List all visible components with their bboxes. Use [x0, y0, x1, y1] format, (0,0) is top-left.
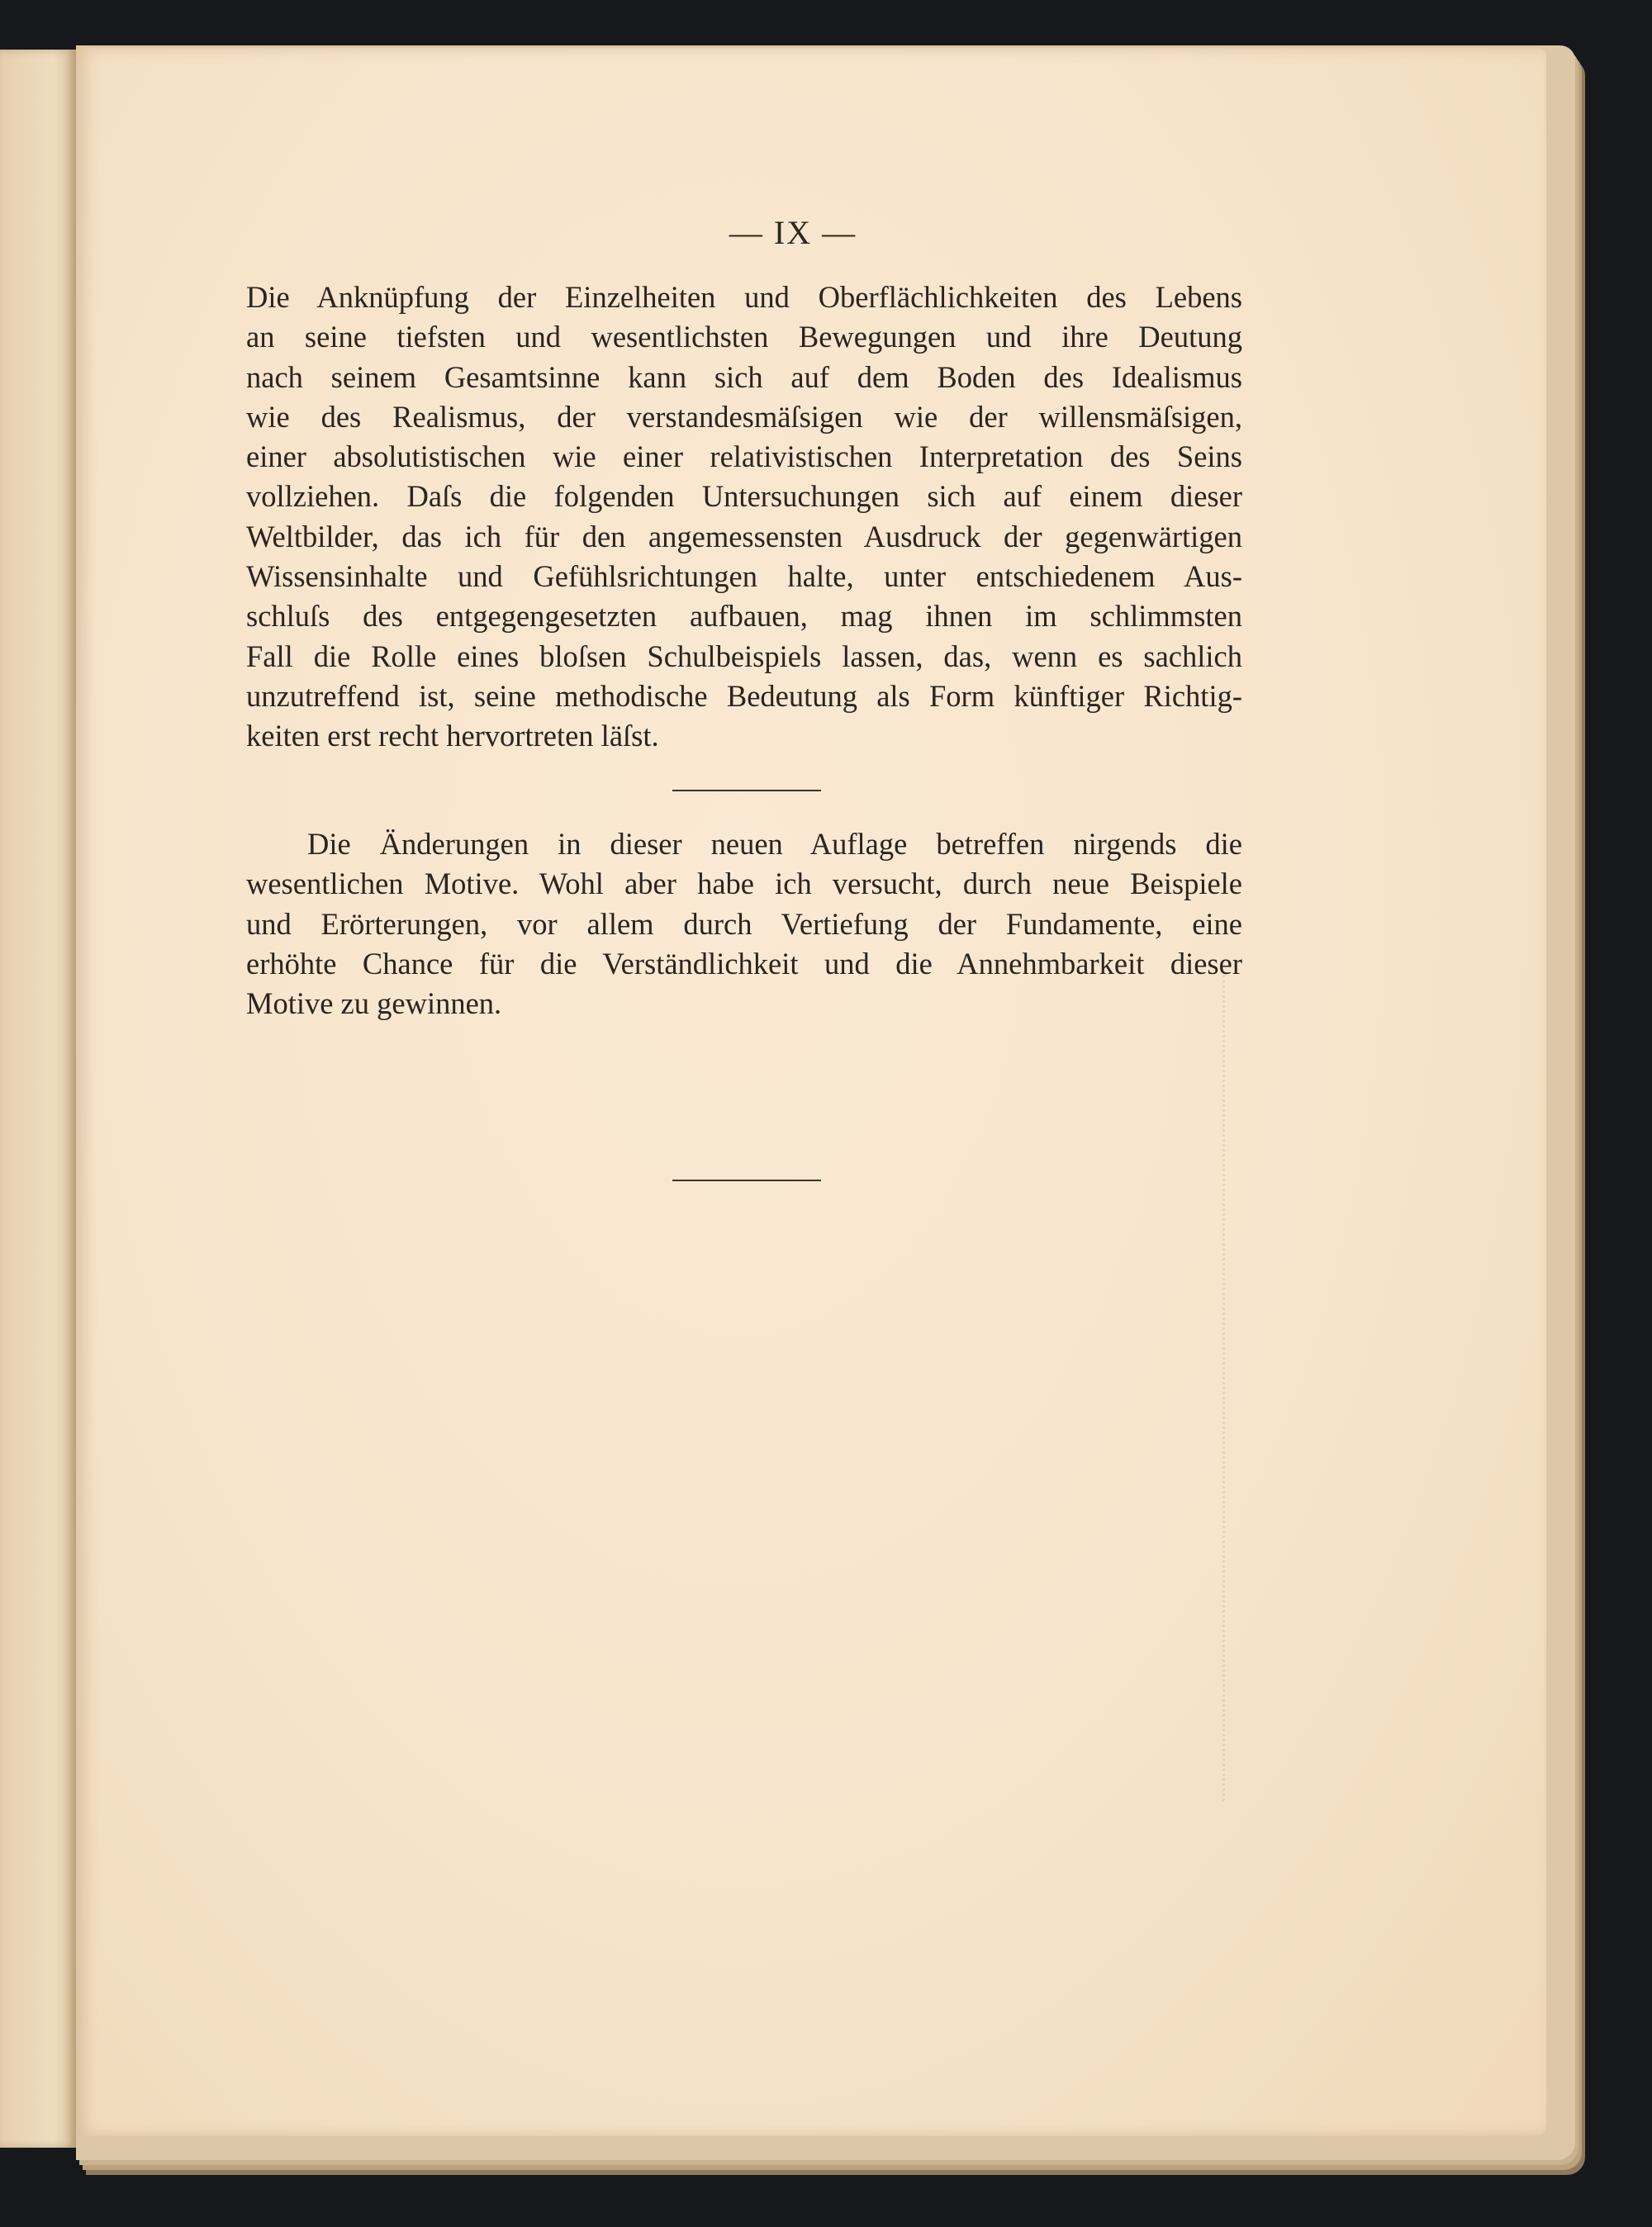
text-line: Motive zu gewinnen. — [246, 986, 502, 1021]
text-line: und Erörterungen, vor allem durch Vertiefung der Fundamente, eine — [246, 906, 1242, 941]
text-line: keiten erst recht hervortreten läſst. — [246, 719, 659, 753]
text-line: einer absolutistischen wie einer relativistischen Interpretation des Seins — [246, 439, 1242, 474]
text-line: wesentlichen Motive. Wohl aber habe ich versucht, durch neue Beispiele — [246, 867, 1242, 901]
paragraph-1 — [246, 278, 1242, 757]
text-line: Die Änderungen in dieser neuen Auflage betreffen nirgends die — [307, 827, 1242, 861]
page-number: — IX — — [729, 214, 857, 251]
text-line: unzutreffend ist, seine methodische Bedeutung als Form künftiger Richtig- — [246, 678, 1242, 713]
text-line: schluſs des entgegengesetzten aufbauen, mag ihnen im schlimmsten — [246, 599, 1242, 634]
section-divider — [672, 790, 821, 791]
text-line: nach seinem Gesamtsinne kann sich auf dem Boden des Idealismus — [246, 359, 1242, 394]
text-line: Die Anknüpfung der Einzelheiten und Oberflächlichkeiten des Lebens — [246, 280, 1242, 314]
text-line: erhöhte Chance für die Verständlichkeit und die Annehmbarkeit dieser — [246, 946, 1242, 981]
text-line: an seine tiefsten und wesentlichsten Bewegungen und ihre Deutung — [246, 320, 1242, 354]
text-line: Fall die Rolle eines bloſsen Schulbeispiels lassen, das, wenn es sachlich — [246, 639, 1242, 673]
text-line: Wissensinhalte und Gefühlsrichtungen halte, unter entschiedenem Aus- — [246, 559, 1242, 594]
show-through-shadow — [1189, 975, 1225, 1801]
text-line: vollziehen. Daſs die folgenden Untersuchungen sich auf einem dieser — [246, 479, 1242, 514]
end-divider — [672, 1180, 821, 1181]
paragraph-2 — [246, 824, 1242, 1023]
facing-page-edge — [0, 50, 76, 2148]
text-line: Weltbilder, das ich für den angemessensten Ausdruck der gegenwärtigen — [246, 519, 1242, 553]
text-line: wie des Realismus, der verstandesmäſsigen wie der willensmäſsigen, — [246, 399, 1242, 434]
